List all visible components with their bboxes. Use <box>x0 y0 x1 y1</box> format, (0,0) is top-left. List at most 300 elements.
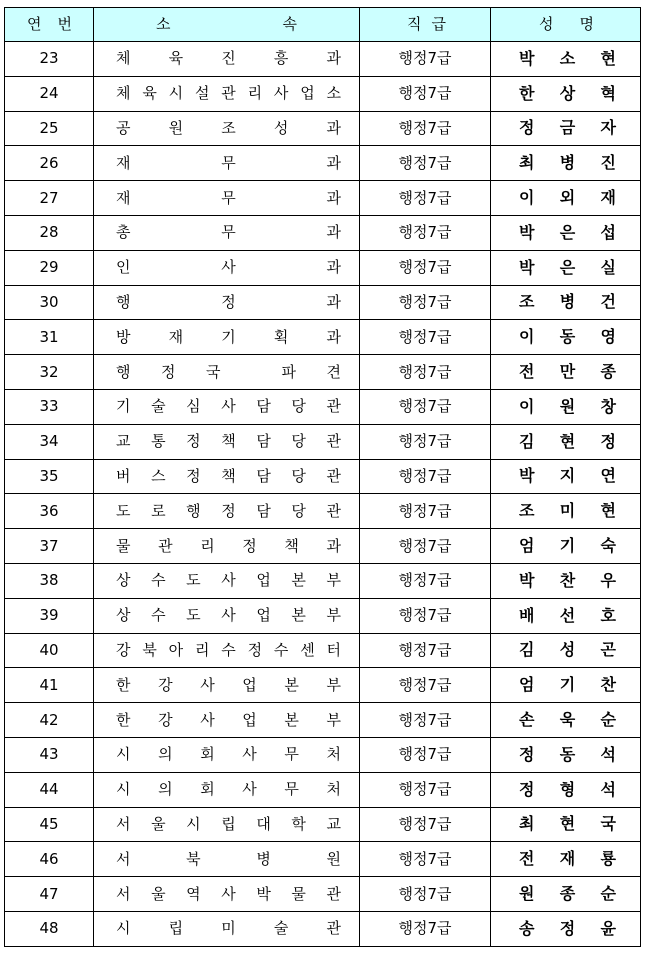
glyph: 국 <box>206 362 221 381</box>
row-name <box>491 807 641 842</box>
glyph: 업 <box>256 571 271 590</box>
glyph: 미 <box>221 919 236 938</box>
glyph: 조 <box>221 118 236 137</box>
glyph: 외 <box>559 188 576 208</box>
table-row <box>5 250 641 285</box>
glyph: 박 <box>519 466 535 486</box>
row-name <box>491 529 641 564</box>
row-number: 27 <box>5 181 94 216</box>
row-grade: 행정7급 <box>360 911 491 946</box>
glyph: 재 <box>600 188 616 208</box>
glyph: 방 <box>116 327 131 346</box>
glyph: 원 <box>559 396 576 416</box>
glyph: 현 <box>600 501 616 521</box>
row-grade: 행정7급 <box>360 772 491 807</box>
row-grade: 행정7급 <box>360 355 491 390</box>
glyph: 조 <box>519 292 535 312</box>
glyph: 물 <box>291 884 306 903</box>
glyph: 관 <box>326 466 341 485</box>
table-row <box>5 807 641 842</box>
glyph: 본 <box>284 675 299 694</box>
glyph: 종 <box>600 362 616 382</box>
row-number: 35 <box>5 459 94 494</box>
row-department <box>94 111 360 146</box>
row-name <box>491 42 641 77</box>
row-department <box>94 250 360 285</box>
glyph: 무 <box>284 745 299 764</box>
header-grade <box>360 8 491 42</box>
glyph: 재 <box>116 188 131 207</box>
glyph: 급 <box>431 15 446 33</box>
glyph: 국 <box>600 814 616 834</box>
row-number: 37 <box>5 529 94 564</box>
glyph: 서 <box>116 849 131 868</box>
glyph: 획 <box>273 327 289 346</box>
table-row <box>5 76 641 111</box>
table-row <box>5 355 641 390</box>
glyph: 최 <box>519 814 535 834</box>
row-number: 43 <box>5 737 94 772</box>
glyph: 교 <box>326 814 341 833</box>
row-grade: 행정7급 <box>360 563 491 598</box>
row-grade: 행정7급 <box>360 598 491 633</box>
glyph: 숙 <box>600 536 616 556</box>
glyph: 전 <box>519 849 535 869</box>
row-name <box>491 598 641 633</box>
glyph: 강 <box>158 710 173 729</box>
row-department <box>94 633 360 668</box>
row-grade: 행정7급 <box>360 633 491 668</box>
table-row <box>5 285 641 320</box>
glyph: 책 <box>284 536 299 555</box>
glyph: 이 <box>519 396 535 416</box>
glyph: 과 <box>326 292 341 311</box>
row-number: 24 <box>5 76 94 111</box>
glyph: 로 <box>151 501 166 520</box>
glyph: 사 <box>221 606 236 625</box>
table-row <box>5 494 641 529</box>
glyph: 과 <box>326 49 341 68</box>
glyph: 직 <box>407 15 422 33</box>
table-row <box>5 146 641 181</box>
row-number: 23 <box>5 42 94 77</box>
table-row <box>5 877 641 912</box>
glyph: 관 <box>326 432 341 451</box>
glyph: 업 <box>242 675 257 694</box>
row-department <box>94 772 360 807</box>
row-number: 42 <box>5 703 94 738</box>
glyph: 석 <box>600 779 616 799</box>
glyph: 종 <box>559 884 576 904</box>
glyph: 대 <box>256 814 271 833</box>
row-name <box>491 320 641 355</box>
glyph: 처 <box>326 745 341 764</box>
glyph: 만 <box>559 362 576 382</box>
glyph: 김 <box>519 431 535 451</box>
glyph: 형 <box>559 779 576 799</box>
glyph: 도 <box>116 501 131 520</box>
glyph: 립 <box>221 814 236 833</box>
glyph: 관 <box>326 397 341 416</box>
row-name <box>491 146 641 181</box>
glyph: 인 <box>116 258 131 277</box>
table-row <box>5 389 641 424</box>
glyph: 재 <box>559 849 576 869</box>
glyph: 처 <box>326 780 341 799</box>
glyph: 순 <box>600 884 616 904</box>
glyph: 이 <box>519 327 535 347</box>
glyph: 원 <box>168 118 184 137</box>
glyph: 박 <box>519 570 535 590</box>
row-department <box>94 285 360 320</box>
glyph: 사 <box>221 258 236 277</box>
glyph: 혁 <box>600 83 616 103</box>
glyph: 한 <box>116 710 131 729</box>
row-grade: 행정7급 <box>360 737 491 772</box>
glyph: 시 <box>116 780 131 799</box>
glyph: 과 <box>326 153 341 172</box>
glyph: 성 <box>273 118 289 137</box>
glyph: 사 <box>242 780 257 799</box>
glyph: 진 <box>600 153 616 173</box>
glyph: 조 <box>519 501 535 521</box>
glyph: 공 <box>116 118 131 137</box>
glyph: 박 <box>519 48 535 68</box>
glyph: 원 <box>519 884 535 904</box>
glyph: 터 <box>326 640 341 659</box>
glyph: 현 <box>600 48 616 68</box>
glyph: 정 <box>600 431 616 451</box>
row-number: 25 <box>5 111 94 146</box>
glyph: 엄 <box>519 675 535 695</box>
glyph: 흥 <box>273 49 289 68</box>
row-number: 41 <box>5 668 94 703</box>
table-row <box>5 320 641 355</box>
table-row <box>5 842 641 877</box>
table-row <box>5 181 641 216</box>
glyph: 관 <box>326 884 341 903</box>
row-grade: 행정7급 <box>360 842 491 877</box>
glyph: 스 <box>151 466 166 485</box>
glyph: 담 <box>256 397 271 416</box>
glyph: 행 <box>116 362 131 381</box>
glyph: 상 <box>116 571 131 590</box>
row-grade: 행정7급 <box>360 459 491 494</box>
glyph: 담 <box>256 501 271 520</box>
row-number: 48 <box>5 911 94 946</box>
row-name <box>491 389 641 424</box>
table-row <box>5 737 641 772</box>
table-row <box>5 911 641 946</box>
row-grade: 행정7급 <box>360 529 491 564</box>
glyph: 북 <box>142 640 157 659</box>
row-name <box>491 668 641 703</box>
glyph: 박 <box>256 884 271 903</box>
row-grade: 행정7급 <box>360 76 491 111</box>
row-number: 47 <box>5 877 94 912</box>
glyph: 선 <box>559 605 576 625</box>
glyph: 한 <box>116 675 131 694</box>
glyph: 현 <box>559 431 576 451</box>
row-number: 29 <box>5 250 94 285</box>
glyph: 동 <box>559 327 576 347</box>
glyph: 상 <box>559 83 576 103</box>
glyph: 통 <box>151 432 166 451</box>
glyph: 정 <box>247 640 263 659</box>
glyph: 호 <box>600 605 616 625</box>
row-name <box>491 877 641 912</box>
glyph: 정 <box>242 536 257 555</box>
glyph: 당 <box>291 501 306 520</box>
glyph: 리 <box>247 84 263 103</box>
row-number: 30 <box>5 285 94 320</box>
row-grade: 행정7급 <box>360 668 491 703</box>
glyph: 물 <box>116 536 131 555</box>
glyph: 업 <box>256 606 271 625</box>
glyph: 본 <box>291 606 306 625</box>
row-grade: 행정7급 <box>360 320 491 355</box>
glyph: 속 <box>282 15 297 33</box>
glyph: 아 <box>168 640 184 659</box>
row-number: 45 <box>5 807 94 842</box>
glyph: 정 <box>519 118 535 138</box>
glyph: 섭 <box>600 222 616 242</box>
row-name <box>491 424 641 459</box>
row-number: 32 <box>5 355 94 390</box>
glyph: 명 <box>579 15 594 33</box>
glyph: 지 <box>559 466 576 486</box>
glyph: 사 <box>242 745 257 764</box>
glyph: 창 <box>600 396 616 416</box>
row-grade: 행정7급 <box>360 146 491 181</box>
glyph: 동 <box>559 744 576 764</box>
glyph: 교 <box>116 432 131 451</box>
glyph: 행 <box>186 501 201 520</box>
row-number: 36 <box>5 494 94 529</box>
glyph: 정 <box>221 501 236 520</box>
row-name <box>491 250 641 285</box>
row-grade: 행정7급 <box>360 181 491 216</box>
glyph: 과 <box>326 258 341 277</box>
glyph: 병 <box>559 292 576 312</box>
glyph: 찬 <box>559 570 576 590</box>
row-number: 26 <box>5 146 94 181</box>
row-name <box>491 563 641 598</box>
table-row <box>5 598 641 633</box>
glyph: 부 <box>326 710 341 729</box>
glyph: 책 <box>221 432 236 451</box>
glyph: 미 <box>559 501 576 521</box>
glyph: 김 <box>519 640 535 660</box>
glyph: 회 <box>200 780 215 799</box>
row-number: 33 <box>5 389 94 424</box>
glyph: 심 <box>186 397 201 416</box>
glyph: 무 <box>284 780 299 799</box>
row-department <box>94 911 360 946</box>
row-department <box>94 842 360 877</box>
glyph: 은 <box>559 222 576 242</box>
row-grade: 행정7급 <box>360 111 491 146</box>
glyph: 실 <box>600 257 616 277</box>
glyph: 은 <box>559 257 576 277</box>
glyph: 순 <box>600 710 616 730</box>
glyph: 사 <box>221 397 236 416</box>
row-name <box>491 76 641 111</box>
glyph: 정 <box>161 362 176 381</box>
glyph: 부 <box>326 675 341 694</box>
glyph: 강 <box>116 640 131 659</box>
glyph: 파 <box>281 362 296 381</box>
row-name <box>491 355 641 390</box>
glyph: 수 <box>221 640 236 659</box>
glyph: 수 <box>151 606 166 625</box>
glyph: 관 <box>158 536 173 555</box>
glyph: 립 <box>168 919 184 938</box>
glyph: 수 <box>151 571 166 590</box>
glyph: 시 <box>116 919 131 938</box>
glyph: 사 <box>200 710 215 729</box>
row-department <box>94 529 360 564</box>
glyph: 본 <box>284 710 299 729</box>
glyph: 시 <box>168 84 184 103</box>
glyph: 기 <box>116 397 131 416</box>
glyph: 울 <box>151 814 166 833</box>
personnel-table <box>4 7 641 947</box>
glyph: 병 <box>559 153 576 173</box>
glyph: 현 <box>559 814 576 834</box>
row-department <box>94 42 360 77</box>
row-name <box>491 494 641 529</box>
glyph: 건 <box>600 292 616 312</box>
glyph: 무 <box>221 223 236 242</box>
glyph: 정 <box>519 779 535 799</box>
glyph: 성 <box>539 15 554 33</box>
glyph: 행 <box>116 292 131 311</box>
row-department <box>94 320 360 355</box>
glyph: 사 <box>221 884 236 903</box>
glyph: 설 <box>194 84 210 103</box>
glyph: 울 <box>151 884 166 903</box>
glyph: 육 <box>142 84 157 103</box>
glyph: 박 <box>519 257 535 277</box>
glyph: 손 <box>519 710 535 730</box>
row-grade: 행정7급 <box>360 807 491 842</box>
row-department <box>94 355 360 390</box>
row-number: 40 <box>5 633 94 668</box>
glyph: 기 <box>559 536 576 556</box>
row-department <box>94 877 360 912</box>
row-department <box>94 737 360 772</box>
glyph: 의 <box>158 780 173 799</box>
glyph: 소 <box>559 48 576 68</box>
table-row <box>5 633 641 668</box>
glyph: 정 <box>519 744 535 764</box>
row-name <box>491 842 641 877</box>
glyph: 배 <box>519 605 535 625</box>
glyph: 도 <box>186 606 201 625</box>
glyph: 관 <box>326 501 341 520</box>
glyph: 연 <box>27 15 42 33</box>
table-row <box>5 424 641 459</box>
table-row <box>5 772 641 807</box>
row-department <box>94 389 360 424</box>
glyph: 강 <box>158 675 173 694</box>
glyph: 금 <box>559 118 576 138</box>
glyph: 소 <box>156 15 171 33</box>
glyph: 학 <box>291 814 306 833</box>
glyph: 서 <box>116 814 131 833</box>
table-row <box>5 563 641 598</box>
glyph: 병 <box>256 849 271 868</box>
glyph: 욱 <box>559 710 576 730</box>
glyph: 원 <box>326 849 341 868</box>
header-row <box>5 8 641 42</box>
glyph: 시 <box>186 814 201 833</box>
glyph: 업 <box>242 710 257 729</box>
glyph: 석 <box>600 744 616 764</box>
row-grade: 행정7급 <box>360 42 491 77</box>
glyph: 체 <box>116 84 131 103</box>
glyph: 영 <box>600 327 616 347</box>
row-department <box>94 76 360 111</box>
row-name <box>491 737 641 772</box>
table-row <box>5 111 641 146</box>
row-number: 44 <box>5 772 94 807</box>
glyph: 연 <box>600 466 616 486</box>
glyph: 번 <box>57 15 72 33</box>
glyph: 견 <box>326 362 341 381</box>
row-number: 34 <box>5 424 94 459</box>
glyph: 상 <box>116 606 131 625</box>
glyph: 관 <box>326 919 341 938</box>
glyph: 관 <box>221 84 236 103</box>
glyph: 의 <box>158 745 173 764</box>
glyph: 서 <box>116 884 131 903</box>
glyph: 담 <box>256 432 271 451</box>
row-grade: 행정7급 <box>360 494 491 529</box>
row-name <box>491 215 641 250</box>
glyph: 재 <box>116 153 131 172</box>
row-department <box>94 563 360 598</box>
glyph: 기 <box>221 327 236 346</box>
glyph: 찬 <box>600 675 616 695</box>
row-grade: 행정7급 <box>360 877 491 912</box>
row-grade: 행정7급 <box>360 285 491 320</box>
row-number: 38 <box>5 563 94 598</box>
glyph: 과 <box>326 327 341 346</box>
glyph: 전 <box>519 362 535 382</box>
glyph: 정 <box>186 432 201 451</box>
row-department <box>94 424 360 459</box>
glyph: 과 <box>326 118 341 137</box>
glyph: 부 <box>326 571 341 590</box>
row-name <box>491 633 641 668</box>
row-name <box>491 703 641 738</box>
row-name <box>491 181 641 216</box>
glyph: 리 <box>200 536 215 555</box>
header-department <box>94 8 360 42</box>
glyph: 윤 <box>600 918 616 938</box>
glyph: 책 <box>221 466 236 485</box>
row-grade: 행정7급 <box>360 424 491 459</box>
table-row <box>5 215 641 250</box>
glyph: 북 <box>186 849 201 868</box>
glyph: 재 <box>168 327 184 346</box>
glyph: 당 <box>291 432 306 451</box>
row-department <box>94 181 360 216</box>
row-grade: 행정7급 <box>360 215 491 250</box>
row-department <box>94 494 360 529</box>
